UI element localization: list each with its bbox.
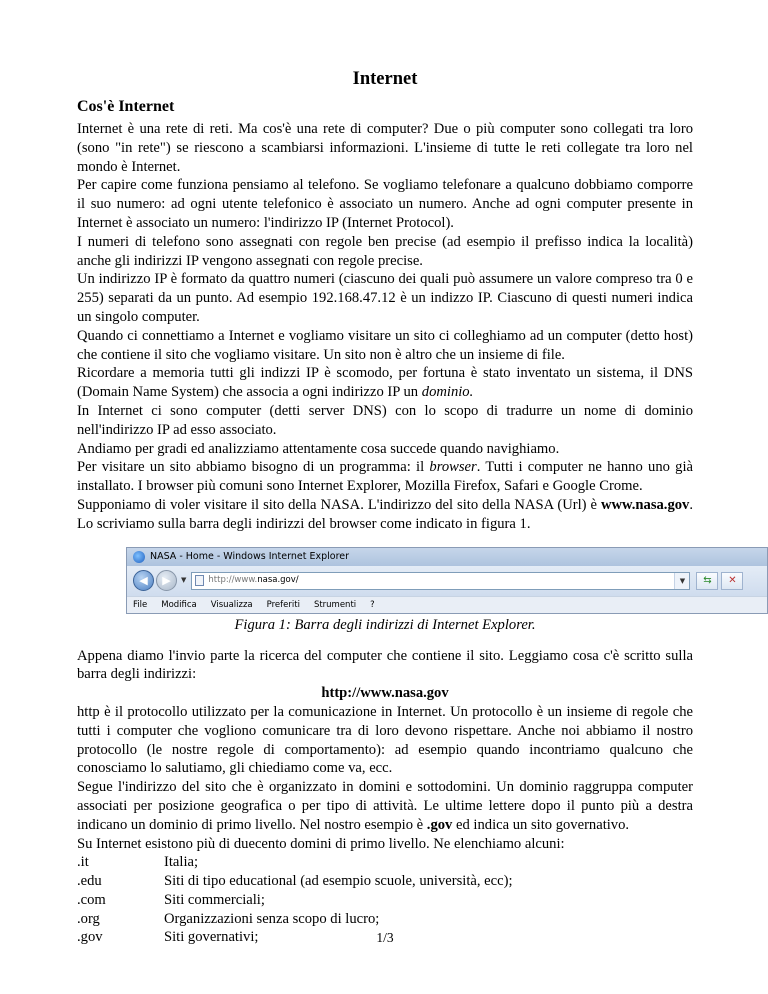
nasa-url-bold: www.nasa.gov [600, 496, 690, 513]
emphasis-dominio: dominio. [421, 384, 474, 401]
list-item [77, 891, 693, 910]
paragraph-text: . Tutti i computer ne hanno uno già installato. I browser più comuni sono Internet Explorer, Mozilla Firefox, Safari e Google Crome. [77, 459, 693, 495]
paragraph: In Internet ci sono computer (detti server DNS) con lo scopo di tradurre un nome di dominio nell'indirizzo IP ad esso associato. [77, 402, 693, 438]
address-bar[interactable] [191, 572, 690, 590]
menu-item-visualizza[interactable]: Visualizza [210, 599, 253, 610]
paragraph [77, 458, 693, 496]
forward-arrow-icon[interactable]: ▶ [156, 570, 177, 591]
paragraph [77, 496, 693, 534]
spacer [77, 634, 693, 647]
paragraph-text: Supponiamo di voler visitare il sito della NASA. L'indirizzo del sito della NASA (Url) è [77, 496, 601, 513]
paragraph: Internet è una rete di reti. Ma cos'è una rete di computer? Due o più computer sono collegati tra loro (sono "in rete") se riescono a scambiarsi informazioni. L'insieme di tutte le reti collegate tra loro nel mondo è Internet. [77, 121, 693, 175]
stop-icon[interactable]: ✕ [721, 572, 743, 590]
ie-window-screenshot [126, 547, 768, 614]
domain-code: .org [77, 910, 100, 927]
domain-code: .it [77, 854, 89, 871]
list-item [77, 853, 693, 872]
ie-window-title: NASA - Home - Windows Internet Explorer [150, 550, 350, 562]
paragraph: Andiamo per gradi ed analizziamo attentamente cosa succede quando navighiamo. [77, 440, 560, 457]
paragraph-text: ed indica un sito governativo. [452, 816, 630, 833]
address-dropdown-icon[interactable]: ▼ [674, 573, 689, 589]
document-title: Internet [352, 69, 418, 89]
menu-item-file[interactable]: File [133, 599, 148, 610]
paragraph [77, 364, 693, 402]
domain-description: Organizzazioni senza scopo di lucro; [164, 910, 380, 927]
domain-code: .com [77, 891, 106, 908]
ie-logo-icon [133, 551, 145, 563]
list-item [77, 910, 693, 929]
body-text [77, 120, 737, 947]
menu-item-help[interactable]: ? [370, 599, 375, 610]
domain-description: Siti commerciali; [164, 891, 265, 908]
paragraph: I numeri di telefono sono assegnati con regole ben precise (ad esempio il prefisso indica la località) anche gli indirizzi IP vengono assegnati con regole precise. [77, 233, 693, 269]
section-heading: Cos'è Internet [77, 98, 175, 115]
ie-address-row [127, 566, 767, 596]
figure-caption: Figura 1: Barra degli indirizzi di Internet Explorer. [234, 616, 536, 633]
domain-code: .gov [77, 929, 103, 946]
paragraph-text: Ricordare a memoria tutti gli indizzi IP è scomodo, per fortuna è stato inventato un sistema, il DNS (Domain Name System) che associa a ogni indirizzo IP un [77, 365, 693, 401]
paragraph: Su Internet esistono più di duecento domini di primo livello. Ne elenchiamo alcuni: [77, 835, 565, 852]
domain-code: .edu [77, 873, 102, 890]
menu-item-preferiti[interactable]: Preferiti [266, 599, 300, 610]
paragraph-text: Per visitare un sito abbiamo bisogno di un programma: il [77, 459, 430, 476]
gov-domain-bold: .gov [426, 816, 453, 833]
refresh-icon[interactable]: ⇆ [696, 572, 718, 590]
paragraph-text: . Lo scriviamo sulla barra degli indirizzi del browser come indicato in figura 1. [77, 496, 693, 532]
back-arrow-icon[interactable]: ◀ [133, 570, 154, 591]
page-number: 1/3 [376, 930, 394, 945]
address-host: nasa.gov/ [257, 575, 299, 586]
page-icon [195, 575, 204, 586]
domain-description: Siti governativi; [164, 929, 259, 946]
history-dropdown-icon[interactable]: ▼ [181, 576, 187, 585]
ie-menu-bar [127, 596, 767, 614]
menu-item-strumenti[interactable]: Strumenti [313, 599, 357, 610]
domain-description: Italia; [164, 854, 199, 871]
paragraph [77, 778, 693, 834]
menu-item-modifica[interactable]: Modifica [161, 599, 197, 610]
emphasis-browser: browser [429, 459, 477, 476]
ie-title-bar [127, 548, 767, 566]
list-item [77, 872, 693, 891]
address-prefix: http://www. [208, 575, 258, 586]
paragraph: http è il protocollo utilizzato per la comunicazione in Internet. Un protocollo è un insieme di regole che tutti i computer che vogliono comunicare tra di loro devono rispettare. Anche noi abbiamo il nostro protocollo (le nostre regole di comportamento): ad esempio quando incontriamo qualcuno che conosciamo lo salutiamo, gli chiediamo come va, ecc. [77, 703, 693, 777]
paragraph-text: Segue l'indirizzo del sito che è organizzato in domini e sottodomini. Un dominio raggruppa computer associati per posizione geografica o per tipo di attività. Le ultime lettere dopo il punto più a destra indicano un dominio di primo livello. Nel nostro esempio è [77, 779, 693, 833]
paragraph: Per capire come funziona pensiamo al telefono. Se vogliamo telefonare a qualcuno dobbiamo comporre il suo numero: ad ogni utente telefonico è associato un numero. Anche ad ogni computer presente in Internet è associato un numero: l'indirizzo IP (Internet Protocol). [77, 177, 693, 231]
paragraph: Quando ci connettiamo a Internet e vogliamo visitare un sito ci colleghiamo ad un computer (detto host) che contiene il sito che vogliamo visitare. Un sito non è altro che un insieme di file. [77, 327, 693, 363]
paragraph: Un indirizzo IP è formato da quattro numeri (ciascuno dei quali può assumere un valore compreso tra 0 e 255) separati da un punto. Ad esempio 192.168.47.12 è un indizzo IP. Ciascuno di questi numeri indica un singolo computer. [77, 271, 693, 325]
document-page [77, 0, 737, 994]
url-line: http://www.nasa.gov [321, 685, 449, 702]
paragraph: Appena diamo l'invio parte la ricerca del computer che contiene il sito. Leggiamo cosa c'è scritto sulla barra degli indirizzi: [77, 647, 693, 683]
domain-description: Siti di tipo educational (ad esempio scuole, università, ecc); [164, 873, 513, 890]
figure-1 [126, 547, 768, 634]
